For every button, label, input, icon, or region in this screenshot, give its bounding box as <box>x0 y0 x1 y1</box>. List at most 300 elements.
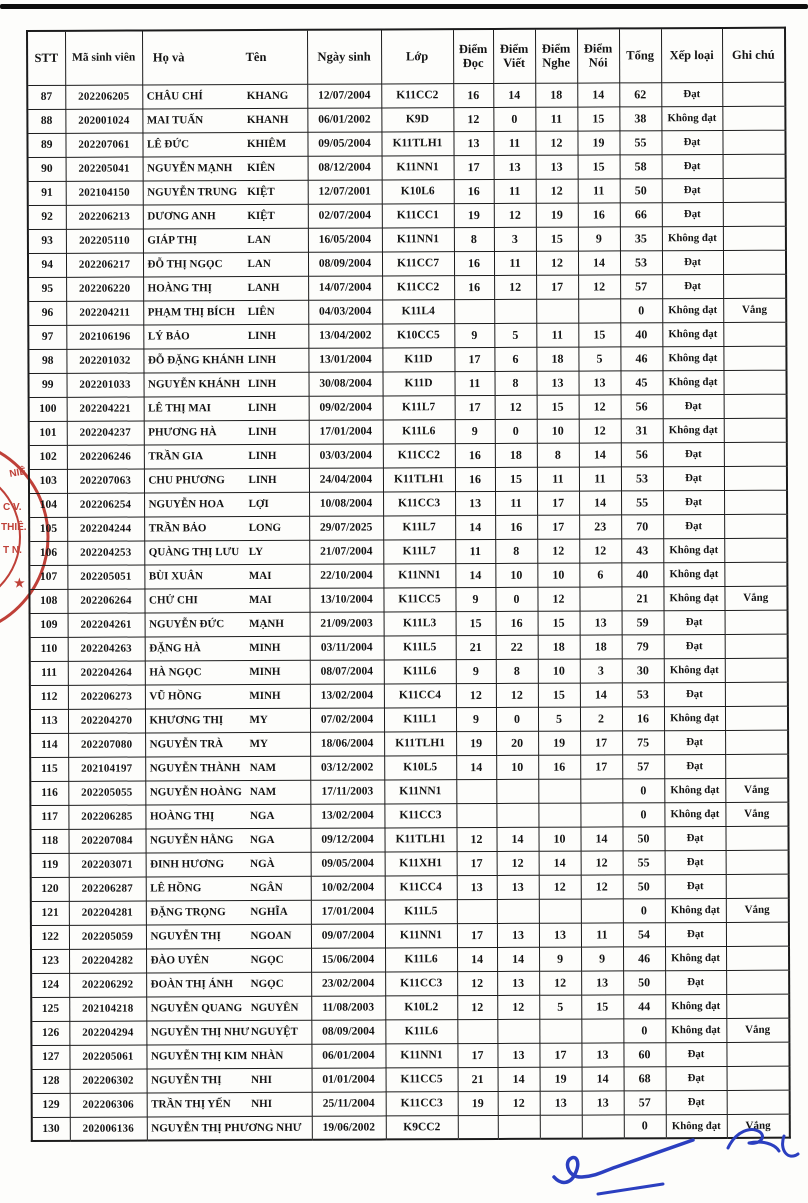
cell-stt: 91 <box>28 181 66 205</box>
cell-stt: 98 <box>28 349 66 373</box>
cell-result: Không đạt <box>665 1018 726 1042</box>
cell-score-listening: 10 <box>538 659 580 683</box>
cell-note <box>727 1090 790 1114</box>
cell-total: 50 <box>622 826 664 850</box>
stamp-star-icon: ★ <box>14 576 25 590</box>
cell-last-name: ĐOÀN THỊ ÁNH <box>150 978 234 991</box>
cell-score-speaking: 15 <box>577 106 619 130</box>
cell-score-writing: 13 <box>497 971 539 995</box>
cell-class: K11NN1 <box>383 563 455 587</box>
cell-score-reading: 14 <box>457 947 497 971</box>
cell-first-name: LINH <box>247 329 276 343</box>
cell-score-reading: 12 <box>453 107 493 131</box>
cell-note <box>724 562 787 586</box>
cell-birthdate: 08/07/2004 <box>310 659 384 683</box>
cell-first-name: LINH <box>248 473 277 487</box>
cell-class: K10CC5 <box>382 323 454 347</box>
cell-score-reading: 12 <box>457 995 497 1019</box>
cell-note: Vắng <box>724 586 787 610</box>
cell-result: Không đạt <box>661 106 722 130</box>
cell-first-name: MẠNH <box>249 617 284 631</box>
cell-score-reading: 9 <box>454 323 494 347</box>
cell-name <box>146 852 311 877</box>
cell-first-name: LY <box>248 545 264 559</box>
cell-total: 75 <box>622 730 664 754</box>
cell-last-name: NGUYỄN THỊ KIM <box>150 1050 248 1063</box>
cell-first-name: NAM <box>249 761 277 775</box>
cell-class: K11L5 <box>384 635 456 659</box>
cell-result: Không đạt <box>663 586 724 610</box>
table-row <box>31 922 789 949</box>
cell-score-speaking: 15 <box>578 322 620 346</box>
cell-total: 0 <box>620 298 662 322</box>
cell-result: Không đạt <box>666 1114 727 1138</box>
cell-score-writing: 12 <box>495 395 537 419</box>
cell-birthdate: 08/09/2004 <box>308 251 382 275</box>
cell-score-writing: 12 <box>497 995 539 1019</box>
cell-stt: 92 <box>28 205 66 229</box>
cell-result: Đạt <box>662 154 723 178</box>
cell-stt: 119 <box>31 853 69 877</box>
stamp-text-fragment: T N. <box>3 545 22 556</box>
cell-score-listening <box>538 803 580 827</box>
cell-score-listening: 10 <box>538 827 580 851</box>
cell-class: K11D <box>382 347 454 371</box>
cell-score-listening: 11 <box>537 467 579 491</box>
cell-score-reading <box>457 899 497 923</box>
cell-stt: 88 <box>27 109 65 133</box>
cell-result: Đạt <box>664 730 725 754</box>
cell-result: Không đạt <box>665 994 726 1018</box>
cell-score-reading: 13 <box>455 491 495 515</box>
cell-class: K11L4 <box>382 299 454 323</box>
cell-name <box>144 588 309 613</box>
cell-score-writing: 11 <box>495 491 537 515</box>
cell-score-writing <box>494 299 536 323</box>
table-row <box>30 826 788 853</box>
cell-score-speaking: 14 <box>580 826 622 850</box>
header-first-name: Tên <box>245 50 267 65</box>
cell-score-writing: 13 <box>494 155 536 179</box>
cell-class: K10L6 <box>382 179 454 203</box>
cell-note <box>723 202 786 226</box>
cell-last-name: NGUYỄN MẠNH <box>147 162 233 175</box>
table-row <box>28 322 786 349</box>
cell-birthdate: 17/11/2003 <box>310 779 384 803</box>
cell-last-name: CHỬ CHI <box>148 594 198 607</box>
cell-total: 56 <box>621 394 663 418</box>
table-row <box>30 754 788 781</box>
cell-stt: 115 <box>30 757 68 781</box>
cell-first-name: LINH <box>247 353 277 367</box>
cell-note <box>725 730 788 754</box>
cell-name <box>146 924 311 949</box>
cell-result: Đạt <box>663 514 724 538</box>
cell-birthdate: 02/07/2004 <box>308 203 382 227</box>
cell-total: 40 <box>621 562 663 586</box>
cell-note <box>725 706 788 730</box>
cell-result: Đạt <box>665 922 726 946</box>
header-class: Lớp <box>381 29 453 83</box>
cell-stt: 94 <box>28 253 66 277</box>
cell-score-reading: 17 <box>455 395 495 419</box>
cell-stt: 117 <box>30 805 68 829</box>
cell-class: K11L5 <box>385 899 457 923</box>
cell-last-name: KHƯƠNG THỊ <box>149 714 224 727</box>
cell-last-name: ĐỖ THỊ NGỌC <box>147 258 223 271</box>
cell-score-reading <box>458 1115 498 1139</box>
cell-note <box>724 394 787 418</box>
cell-total: 55 <box>623 850 665 874</box>
cell-first-name: MAI <box>248 569 272 583</box>
cell-class: K11NN1 <box>384 779 456 803</box>
cell-score-speaking: 14 <box>580 682 622 706</box>
cell-total: 54 <box>623 922 665 946</box>
table-row <box>28 250 786 277</box>
cell-name <box>143 228 308 253</box>
table-row <box>31 850 789 877</box>
table-row <box>28 298 786 325</box>
cell-birthdate: 24/04/2004 <box>309 467 383 491</box>
cell-score-speaking: 13 <box>578 370 620 394</box>
cell-name <box>145 636 310 661</box>
cell-score-reading: 12 <box>456 827 496 851</box>
cell-score-reading: 11 <box>455 539 495 563</box>
cell-score-speaking: 13 <box>582 1090 624 1114</box>
cell-score-speaking: 14 <box>579 442 621 466</box>
cell-total: 0 <box>623 898 665 922</box>
cell-score-writing <box>497 899 539 923</box>
cell-birthdate: 15/06/2004 <box>311 947 385 971</box>
cell-result: Đạt <box>665 874 726 898</box>
cell-score-speaking: 18 <box>580 634 622 658</box>
cell-score-writing: 13 <box>497 923 539 947</box>
cell-score-listening: 12 <box>539 875 581 899</box>
cell-note <box>723 154 786 178</box>
cell-stt: 101 <box>29 421 67 445</box>
cell-stt: 104 <box>29 493 67 517</box>
signature-initials <box>718 1116 806 1174</box>
cell-total: 62 <box>619 82 661 106</box>
cell-last-name: LÊ THỊ MAI <box>148 402 211 415</box>
cell-total: 50 <box>623 970 665 994</box>
cell-first-name: NGA <box>249 809 275 823</box>
cell-stt: 90 <box>28 157 66 181</box>
cell-score-listening: 13 <box>536 371 578 395</box>
cell-birthdate: 18/06/2004 <box>310 731 384 755</box>
cell-total: 66 <box>620 202 662 226</box>
table-row <box>30 658 788 685</box>
cell-note <box>725 610 788 634</box>
table-row <box>28 226 786 253</box>
cell-last-name: CHU PHƯƠNG <box>148 474 225 487</box>
cell-stt: 114 <box>30 733 68 757</box>
cell-result: Đạt <box>663 394 724 418</box>
cell-name <box>146 1020 311 1045</box>
cell-note: Vắng <box>727 1114 790 1138</box>
cell-result: Không đạt <box>664 802 725 826</box>
cell-last-name: NGUYỄN HOÀNG <box>149 786 242 799</box>
cell-score-reading: 12 <box>457 971 497 995</box>
cell-last-name: NGUYỄN QUANG <box>150 1002 243 1015</box>
cell-name <box>143 276 308 301</box>
cell-note <box>724 538 787 562</box>
cell-score-writing: 22 <box>496 635 538 659</box>
table-row <box>28 370 786 397</box>
cell-student-id: 202207080 <box>68 732 145 756</box>
cell-score-speaking: 13 <box>581 970 623 994</box>
cell-note: Vắng <box>723 298 786 322</box>
cell-score-reading: 16 <box>455 443 495 467</box>
table-row <box>30 802 788 829</box>
cell-result: Đạt <box>664 634 725 658</box>
cell-last-name: GIÁP THỊ <box>147 234 198 247</box>
cell-name <box>144 516 309 541</box>
cell-score-reading: 15 <box>456 611 496 635</box>
cell-note <box>726 1042 789 1066</box>
table-row <box>30 610 788 637</box>
cell-result: Không đạt <box>663 562 724 586</box>
cell-score-speaking: 11 <box>578 178 620 202</box>
cell-score-speaking: 12 <box>578 274 620 298</box>
cell-score-reading: 19 <box>458 1091 498 1115</box>
cell-name <box>143 348 308 373</box>
cell-score-listening: 17 <box>536 275 578 299</box>
cell-student-id: 202204281 <box>69 900 146 924</box>
table-row <box>27 130 785 157</box>
cell-total: 70 <box>621 514 663 538</box>
cell-birthdate: 11/08/2003 <box>311 995 385 1019</box>
table-row <box>31 970 789 997</box>
cell-student-id: 202104218 <box>69 996 146 1020</box>
cell-class: K11L7 <box>383 515 455 539</box>
cell-name <box>146 876 311 901</box>
cell-score-speaking: 12 <box>579 394 621 418</box>
cell-first-name: LAN <box>247 233 271 247</box>
cell-score-writing: 14 <box>498 1067 540 1091</box>
cell-last-name: MAI TUẤN <box>146 114 204 127</box>
cell-name <box>142 132 307 157</box>
cell-class: K11L6 <box>385 947 457 971</box>
cell-note <box>723 226 786 250</box>
header-result: Xếp loại <box>661 28 722 82</box>
cell-note <box>724 466 787 490</box>
cell-stt: 96 <box>28 301 66 325</box>
cell-score-listening <box>536 299 578 323</box>
cell-birthdate: 13/01/2004 <box>308 347 382 371</box>
cell-total: 40 <box>620 322 662 346</box>
cell-note <box>725 826 788 850</box>
cell-note <box>727 1066 790 1090</box>
cell-birthdate: 13/04/2002 <box>308 323 382 347</box>
cell-score-writing: 8 <box>496 659 538 683</box>
cell-last-name: NGUYỄN TRUNG <box>147 186 238 199</box>
cell-first-name: NGUYÊN <box>250 1001 299 1015</box>
cell-birthdate: 01/01/2004 <box>312 1067 386 1091</box>
cell-student-id: 202206264 <box>67 588 144 612</box>
cell-stt: 120 <box>31 877 69 901</box>
cell-score-listening: 19 <box>540 1067 582 1091</box>
cell-score-reading <box>456 779 496 803</box>
cell-result: Đạt <box>664 682 725 706</box>
cell-name <box>144 444 309 469</box>
cell-student-id: 202205055 <box>68 780 145 804</box>
cell-score-speaking: 6 <box>579 562 621 586</box>
cell-total: 46 <box>623 946 665 970</box>
cell-score-reading: 14 <box>455 563 495 587</box>
cell-name <box>144 420 309 445</box>
cell-last-name: HÀ NGỌC <box>149 666 202 679</box>
cell-total: 43 <box>621 538 663 562</box>
cell-class: K10L5 <box>384 755 456 779</box>
cell-result: Đạt <box>662 178 723 202</box>
cell-result: Không đạt <box>664 778 725 802</box>
cell-score-listening: 12 <box>536 251 578 275</box>
cell-name <box>144 564 309 589</box>
cell-first-name: NGÂN <box>250 881 283 895</box>
cell-score-writing: 12 <box>498 1091 540 1115</box>
cell-student-id: 202206292 <box>69 972 146 996</box>
cell-score-speaking: 9 <box>581 946 623 970</box>
cell-result: Đạt <box>663 490 724 514</box>
cell-note <box>723 274 786 298</box>
cell-total: 53 <box>621 466 663 490</box>
cell-class: K11L6 <box>384 659 456 683</box>
cell-class: K11CC4 <box>384 683 456 707</box>
cell-score-speaking: 23 <box>579 514 621 538</box>
cell-score-listening: 18 <box>536 347 578 371</box>
cell-score-listening: 12 <box>536 179 578 203</box>
cell-student-id: 202204253 <box>67 540 144 564</box>
cell-result: Không đạt <box>664 658 725 682</box>
cell-note <box>724 514 787 538</box>
cell-class: K11NN1 <box>382 227 454 251</box>
cell-stt: 87 <box>27 85 65 109</box>
cell-score-listening: 12 <box>535 131 577 155</box>
cell-score-reading: 9 <box>456 659 496 683</box>
cell-stt: 125 <box>31 997 69 1021</box>
cell-stt: 107 <box>29 565 67 589</box>
cell-score-reading: 19 <box>454 203 494 227</box>
cell-student-id: 202206254 <box>67 492 144 516</box>
cell-student-id: 202203071 <box>69 852 146 876</box>
cell-class: K11CC2 <box>383 443 455 467</box>
cell-total: 0 <box>622 778 664 802</box>
cell-name <box>146 996 311 1021</box>
cell-score-speaking: 15 <box>578 154 620 178</box>
cell-class: K11L7 <box>383 539 455 563</box>
cell-score-speaking <box>581 898 623 922</box>
header-total: Tổng <box>619 28 661 82</box>
cell-name <box>143 372 308 397</box>
cell-score-writing: 0 <box>495 419 537 443</box>
cell-total: 57 <box>624 1090 666 1114</box>
cell-result: Không đạt <box>662 346 723 370</box>
cell-total: 31 <box>621 418 663 442</box>
cell-name <box>143 180 308 205</box>
cell-score-writing <box>498 1115 540 1139</box>
cell-score-writing: 12 <box>494 203 536 227</box>
cell-score-writing: 0 <box>496 707 538 731</box>
cell-result: Đạt <box>665 1042 726 1066</box>
cell-score-speaking: 17 <box>580 754 622 778</box>
cell-birthdate: 09/07/2004 <box>311 923 385 947</box>
cell-result: Đạt <box>662 250 723 274</box>
cell-student-id: 202207063 <box>67 468 144 492</box>
cell-score-writing: 12 <box>494 275 536 299</box>
cell-note <box>723 178 786 202</box>
cell-class: K11CC3 <box>384 803 456 827</box>
cell-score-listening: 17 <box>539 1043 581 1067</box>
cell-first-name: KIÊN <box>247 161 276 175</box>
cell-score-listening: 10 <box>537 563 579 587</box>
cell-score-reading: 17 <box>454 155 494 179</box>
cell-stt: 93 <box>28 229 66 253</box>
cell-score-reading: 9 <box>456 707 496 731</box>
cell-score-reading: 13 <box>457 875 497 899</box>
table-row <box>29 586 787 613</box>
cell-name <box>146 972 311 997</box>
cell-score-listening: 12 <box>537 587 579 611</box>
header-score-reading: Điểm Đọc <box>453 29 493 83</box>
cell-birthdate: 12/07/2001 <box>308 179 382 203</box>
cell-first-name: NGỌC <box>250 977 284 991</box>
cell-score-speaking: 15 <box>581 994 623 1018</box>
cell-stt: 130 <box>32 1117 70 1141</box>
cell-result: Không đạt <box>662 370 723 394</box>
cell-birthdate: 22/10/2004 <box>309 563 383 587</box>
cell-name <box>143 252 308 277</box>
cell-student-id: 202206246 <box>67 444 144 468</box>
cell-note <box>725 754 788 778</box>
table-row <box>31 898 789 925</box>
cell-score-speaking: 14 <box>577 82 619 106</box>
cell-class: K11NN1 <box>385 1043 457 1067</box>
table-row <box>29 538 787 565</box>
cell-student-id: 202206306 <box>70 1092 147 1116</box>
cell-first-name: KIỆT <box>247 209 275 223</box>
table-row <box>31 994 789 1021</box>
cell-stt: 99 <box>28 373 66 397</box>
cell-student-id: 202104150 <box>66 180 143 204</box>
cell-class: K11XH1 <box>385 851 457 875</box>
cell-name <box>144 396 309 421</box>
cell-score-writing: 11 <box>493 131 535 155</box>
cell-score-reading: 9 <box>455 587 495 611</box>
table-row <box>30 730 788 757</box>
cell-score-reading <box>457 1019 497 1043</box>
cell-stt: 109 <box>30 613 68 637</box>
cell-first-name: NGHĨA <box>250 905 288 919</box>
header-score-writing: Điểm Viết <box>493 29 535 83</box>
cell-result: Đạt <box>666 1090 727 1114</box>
cell-birthdate: 07/02/2004 <box>310 707 384 731</box>
table-header-row <box>27 28 785 85</box>
header-note: Ghi chú <box>722 28 785 82</box>
cell-birthdate: 06/01/2004 <box>311 1043 385 1067</box>
cell-student-id: 202206285 <box>68 804 145 828</box>
cell-score-speaking: 12 <box>579 418 621 442</box>
cell-stt: 127 <box>31 1045 69 1069</box>
cell-first-name: KIỆT <box>247 185 275 199</box>
cell-score-reading: 14 <box>455 515 495 539</box>
cell-score-listening: 8 <box>537 443 579 467</box>
cell-birthdate: 14/07/2004 <box>308 275 382 299</box>
cell-score-writing: 8 <box>494 371 536 395</box>
cell-total: 45 <box>620 370 662 394</box>
cell-first-name: NAM <box>249 785 277 799</box>
cell-class: K11CC2 <box>381 83 453 107</box>
